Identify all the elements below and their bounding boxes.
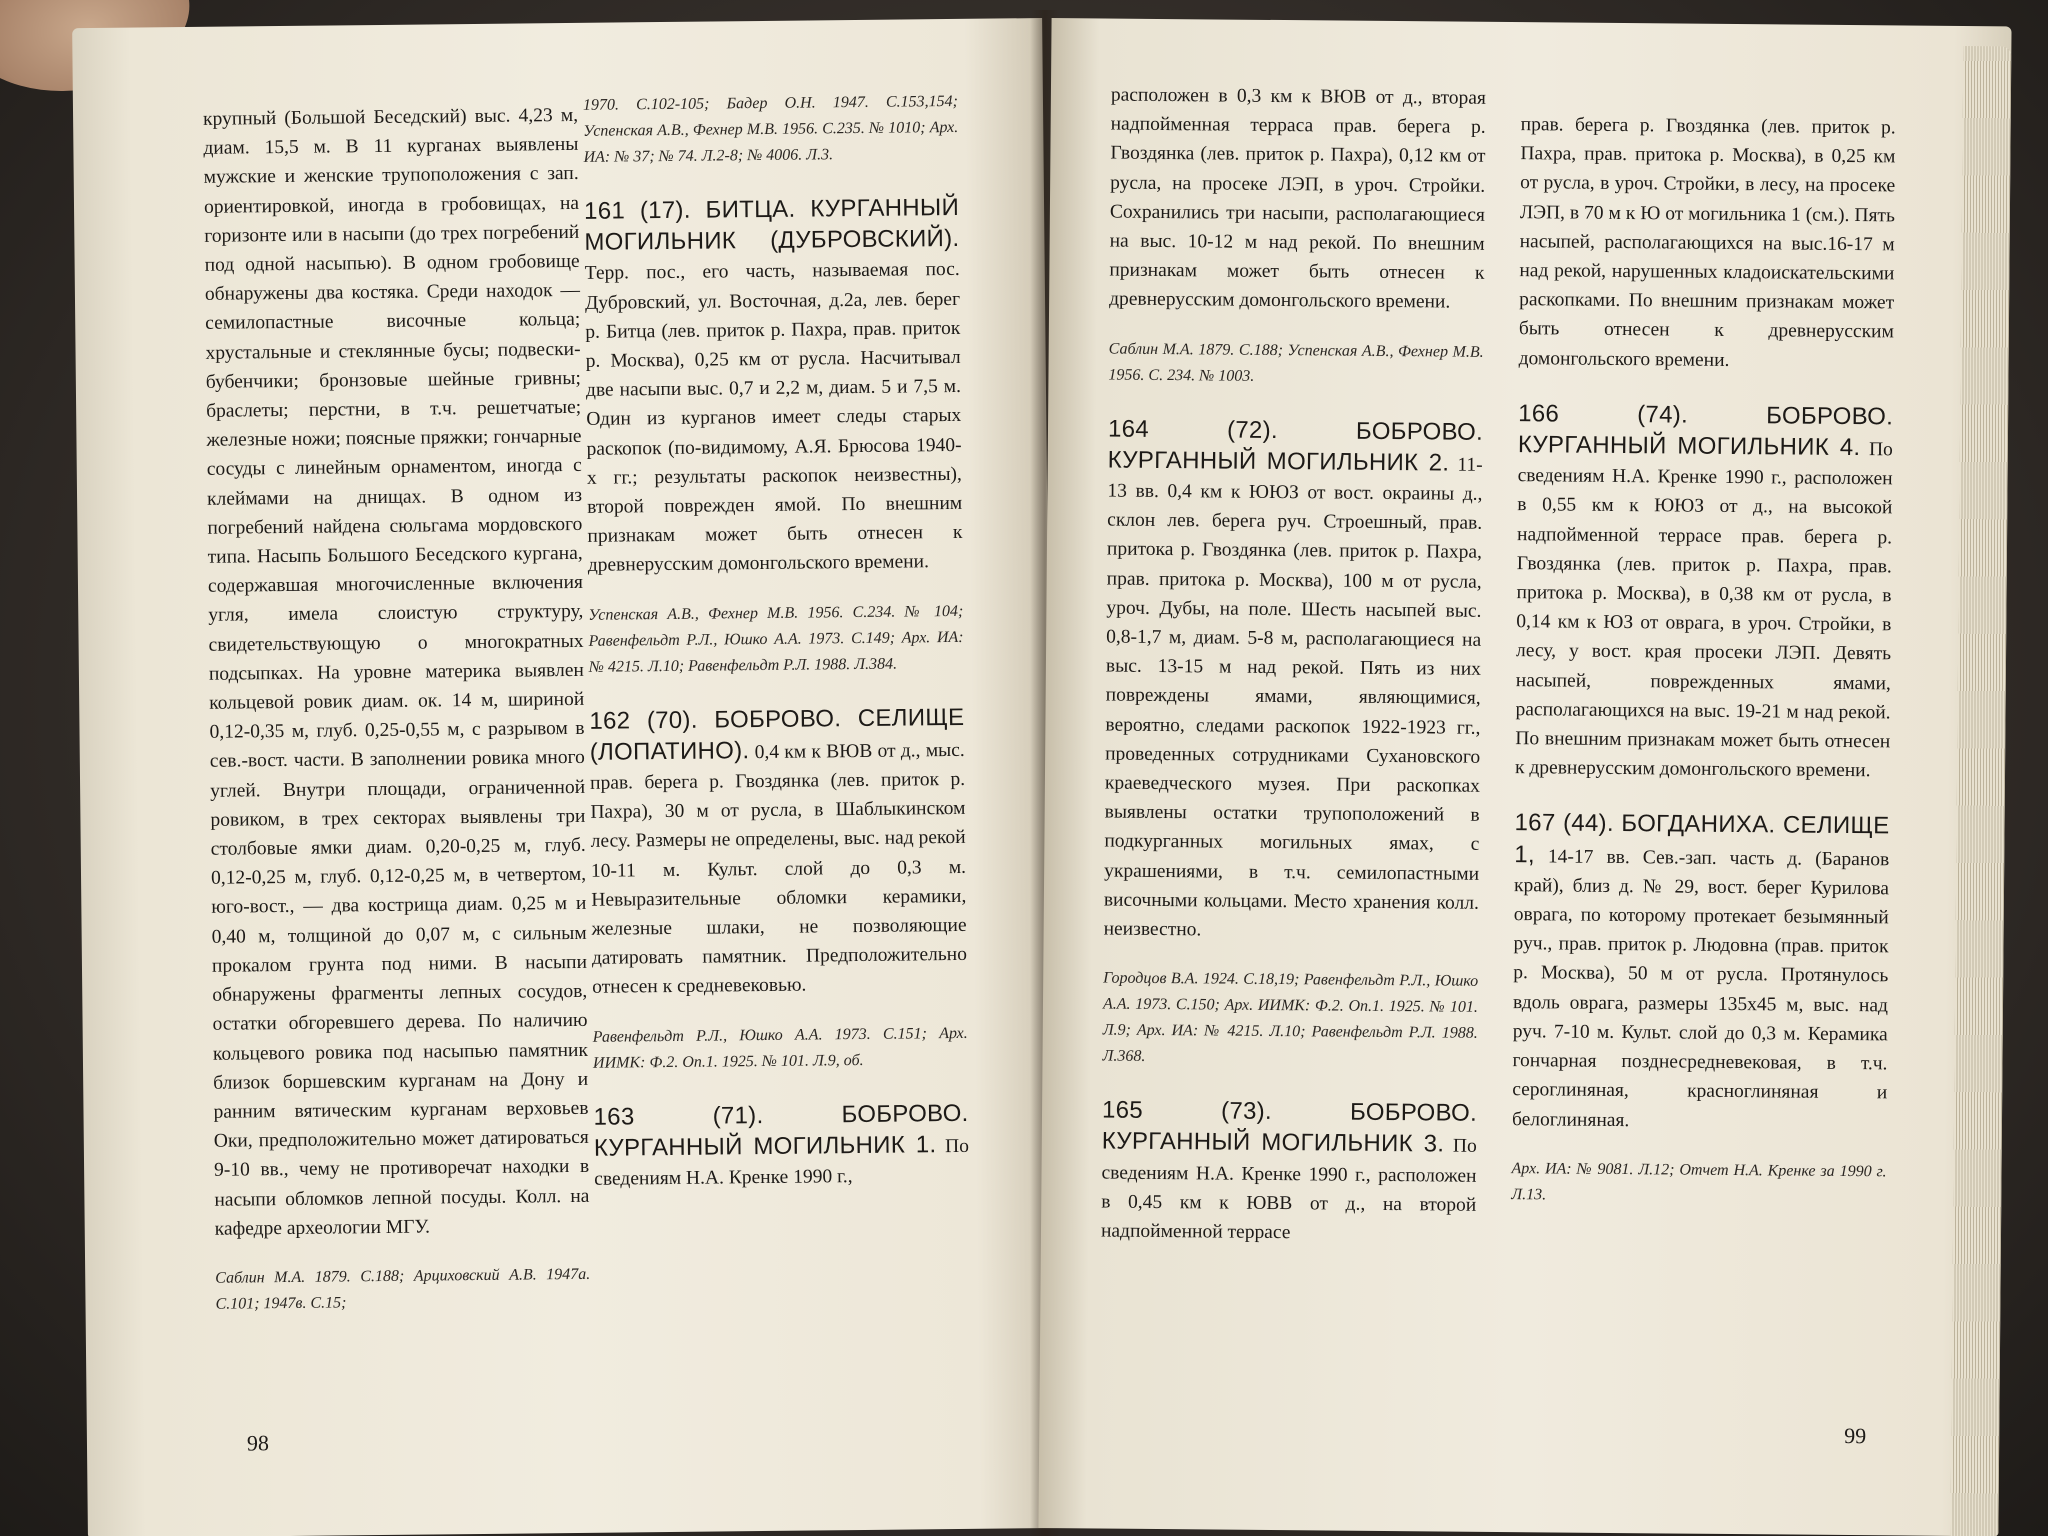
entry-164-heading: 164 (72). БОБРОВО. КУРГАННЫЙ МОГИЛЬНИК 2. xyxy=(1107,415,1484,477)
entry-167-heading: 167 (44). БОГДАНИХА. СЕЛИЩЕ 1, xyxy=(1514,809,1890,868)
entry-165-text-cont: прав. берега р. Гвоздянка (лев. приток р. Пахра, прав. притока р. Москва), в 0,25 км от русла, в уроч. Стройки, в лесу, на просеке ЛЭП, в 70 м к Ю от могильника 1 (см.). Пять насыпей, располагающихся на выс.16-17 м над рекой, нарушенных кладоискательскими раскопками. По внешним признакам может быть отнесен к древнерусским домонгольского времени. xyxy=(1518,114,1896,371)
entry-164-bibliography: Городцов В.А. 1924. С.18,19; Равенфельдт Р.Л., Юшко А.А. 1973. С.150; Арх. ИИМК: Ф.2. Оп.1. 1925. № 101. Л.9; Арх. ИА: № 4215. Л.10; Равенфельдт Р.Л. 1988. Л.368. xyxy=(1102,969,1479,1066)
entry-162-heading: 162 (70). БОБРОВО. СЕЛИЩЕ (ЛОПАТИНО). xyxy=(589,703,965,766)
column-4 xyxy=(1511,110,1896,1237)
entry-165 xyxy=(1101,1096,1477,1249)
column-3 xyxy=(1101,81,1486,1250)
entry-165-text: По сведениям Н.А. Кренке 1990 г., расположен в 0,45 км к ЮВВ от д., на второй надпойменной террасе xyxy=(1100,1136,1477,1244)
entry-165-heading: 165 (73). БОБРОВО. КУРГАННЫЙ МОГИЛЬНИК 3. xyxy=(1101,1096,1478,1158)
entry-166-text: По сведениям Н.А. Кренке 1990 г., расположен в 0,55 км к ЮЮЗ от д., на высокой надпойменной террасе прав. берега р. Гвоздянка (лев. приток р. Пахра, прав. притока р. Москва), в 0,38 км от русла, в 0,14 км к ЮЗ от оврага, в уроч. Стройки, в лесу, у вост. края просеки ЛЭП. Девять насыпей, поврежденных ямами, располагающихся на выс. 19-21 м над рекой. По внешним признакам может быть отнесен к древнерусским домонгольского времени. xyxy=(1514,439,1893,782)
entry-167-text: 14-17 вв. Сев.-зап. часть д. (Баранов край), близ д. № 29, вост. берег Курилова оврага, по которому протекает безымянный руч., прав. приток р. Людовна (прав. приток р. Москва), 50 м от русла. Протянулось вдоль оврага, размеры 135х45 м, выс. над руч. 7-10 м. Культ. слой до 0,3 м. Керамика гончарная позднесредневековая, в т.ч. сероглиняная, красноглиняная и белоглиняная. xyxy=(1511,846,1890,1131)
entry-163-bibliography: Саблин М.А. 1879. С.188; Успенская А.В., Фехнер М.В. 1956. С. 234. № 1003. xyxy=(1108,340,1484,385)
entry-163-text: По сведениям Н.А. Кренке 1990 г., xyxy=(594,1135,970,1190)
entry-163-heading: 163 (71). БОБРОВО. КУРГАННЫЙ МОГИЛЬНИК 1. xyxy=(593,1099,969,1162)
entry-162-text: 0,4 км к ВЮВ от д., мыс. прав. берега р. Гвоздянка (лев. приток р. Пахра), 30 м от русла, в Шаблыкинском лесу. Размеры не определены, выс. над рекой 10-11 м. Культ. слой до 0,3 м. Невыразительные обломки керамики, железные шлаки, не позволяющие датировать памятник. Предположительно отнесен к средневековью. xyxy=(589,739,968,999)
left-page xyxy=(72,18,1058,1536)
entry-163 xyxy=(593,1099,969,1195)
entry-160-text: крупный (Большой Беседский) выс. 4,23 м, диам. 15,5 м. В 11 курганах выявлены мужские и женские трупоположения с зап. ориентировкой, иногда в гробовищах, на горизонте или в насыпи (до трех погребений под одной насыпью). В одном гробовище обнаружены два костяка. Среди находок — семилопастные височные кольца; хрустальные и стеклянные бусы; подвески-бубенчики; бронзовые шейные гривны; браслеты; перстни, в т.ч. решетчатые; железные ножи; поясные пряжки; гончарные сосуды с линейным орнаментом, иногда с клеймами на днищах. В одном из погребений найдена сюльгама мордовского типа. Насыпь Большого Беседского кургана, содержавшая многочисленные включения угля, имела слоистую структуру, свидетельствующую о многократных подсыпках. На уровне материка выявлен кольцевой ровик диам. ок. 14 м, шириной 0,12-0,35 м, глуб. 0,25-0,55 м, с разрывом в сев.-вост. части. В заполнении ровика много углей. Внутри площади, ограниченной ровиком, в трех секторах выявлены три столбовые ямки диам. 0,20-0,25 м, глуб. 0,12-0,25 м, глуб. 0,12-0,25 м, в четвертом, юго-вост., — два кострища диам. 0,25 м и 0,40 м, толщиной до 0,07 м, с сильным прокалом грунта под ними. В насыпи обнаружены фрагменты лепных сосудов, остатки обгоревшего дерева. По наличию кольцевого ровика под насыпью памятник близок боршевским курганам на Дону и ранним вятическим курганам верховьев Оки, предположительно может датироваться 9-10 вв., чему не противоречат находки в насыпи обломков лепной посуды. Колл. на кафедре археологии МГУ. xyxy=(202,104,590,1240)
entry-164 xyxy=(1104,414,1484,947)
entry-161-heading: 161 (17). БИТЦА. КУРГАННЫЙ МОГИЛЬНИК (ДУБРОВСКИЙ). xyxy=(583,193,960,257)
page-number-right: 99 xyxy=(1844,1423,1867,1449)
page-number-left: 98 xyxy=(246,1430,270,1456)
entry-167 xyxy=(1512,809,1890,1137)
entry-160-bibliography-cont: 1970. С.102-105; Бадер О.Н. 1947. С.153,154; Успенская А.В., Фехнер М.В. 1956. С.235. № 1010; Арх. ИА: № 37; № 74. Л.2-8; № 4006. Л.3. xyxy=(582,92,959,166)
entry-161 xyxy=(584,193,963,581)
entry-162 xyxy=(589,703,967,1003)
entry-160-bibliography: Саблин М.А. 1879. С.188; Арциховский А.В. 1947а. С.101; 1947в. С.15; xyxy=(215,1265,591,1313)
column-1 xyxy=(203,101,591,1344)
right-page xyxy=(1038,18,2011,1536)
entry-163-text-cont: расположен в 0,3 км к ВЮВ от д., вторая надпойменная терраса прав. берега р. Гвоздянка (лев. приток р. Пахра), 0,12 км от русла, на просеке ЛЭП, в уроч. Стройки. Сохранились три насыпи, располагающиеся на выс. 10-12 м над рекой. По внешним признакам может быть отнесен к древнерусским домонгольского времени. xyxy=(1109,84,1486,313)
entry-161-text: Терр. пос., его часть, называемая пос. Дубровский, ул. Восточная, д.2а, лев. берег р. Битца (лев. приток р. Пахра, прав. приток р. Москва), 0,25 км от русла. Насчитывал две насыпи выс. 0,7 и 2,2 м, диам. 5 и 7,5 м. Один из курганов имеет следы старых раскопок (по-видимому, А.Я. Брюсова 1940-х гг.; результаты раскопок неизвестны), второй поврежден ямой. По внешним признакам может быть отнесен к древнерусским домонгольского времени. xyxy=(584,259,963,577)
entry-164-text: 11-13 вв. 0,4 км к ЮЮЗ от вост. окраины д., склон лев. берега руч. Строешный, прав. притока р. Гвоздянка (лев. приток р. Пахра, прав. притока р. Москва), 100 м от русла, уроч. Дубы, на поле. Шесть насыпей выс. 0,8-1,7 м, диам. 5-8 м, располагающиеся на выс. 13-15 м над рекой. Пять из них повреждены ямами, являющимися, вероятно, следами раскопок 1922-1923 гг., проведенных сотрудниками Сухановского краеведческого музея. При раскопках выявлены остатки трупоположений в подкурганных могильных ямах, с украшениями, в т.ч. семилопастными височными кольцами. Место хранения колл. неизвестно. xyxy=(1103,454,1483,941)
entry-167-bibliography: Арх. ИА: № 9081. Л.12; Отчет Н.А. Кренке за 1990 г. Л.13. xyxy=(1511,1159,1887,1204)
entry-162-bibliography: Равенфельдт Р.Л., Юшко А.А. 1973. С.151; Арх. ИИМК: Ф.2. Оп.1. 1925. № 101. Л.9, об. xyxy=(592,1024,968,1072)
entry-161-bibliography: Успенская А.В., Фехнер М.В. 1956. С.234. № 104; Равенфельдт Р.Л., Юшко А.А. 1973. С.149; Арх. ИА: № 4215. Л.10; Равенфельдт Р.Л. 1988. Л.384. xyxy=(588,602,964,676)
page-edges xyxy=(1950,46,2011,1536)
entry-166-heading: 166 (74). БОБРОВО. КУРГАННЫЙ МОГИЛЬНИК 4. xyxy=(1517,399,1894,462)
column-2 xyxy=(583,89,970,1194)
entry-166 xyxy=(1515,399,1893,786)
